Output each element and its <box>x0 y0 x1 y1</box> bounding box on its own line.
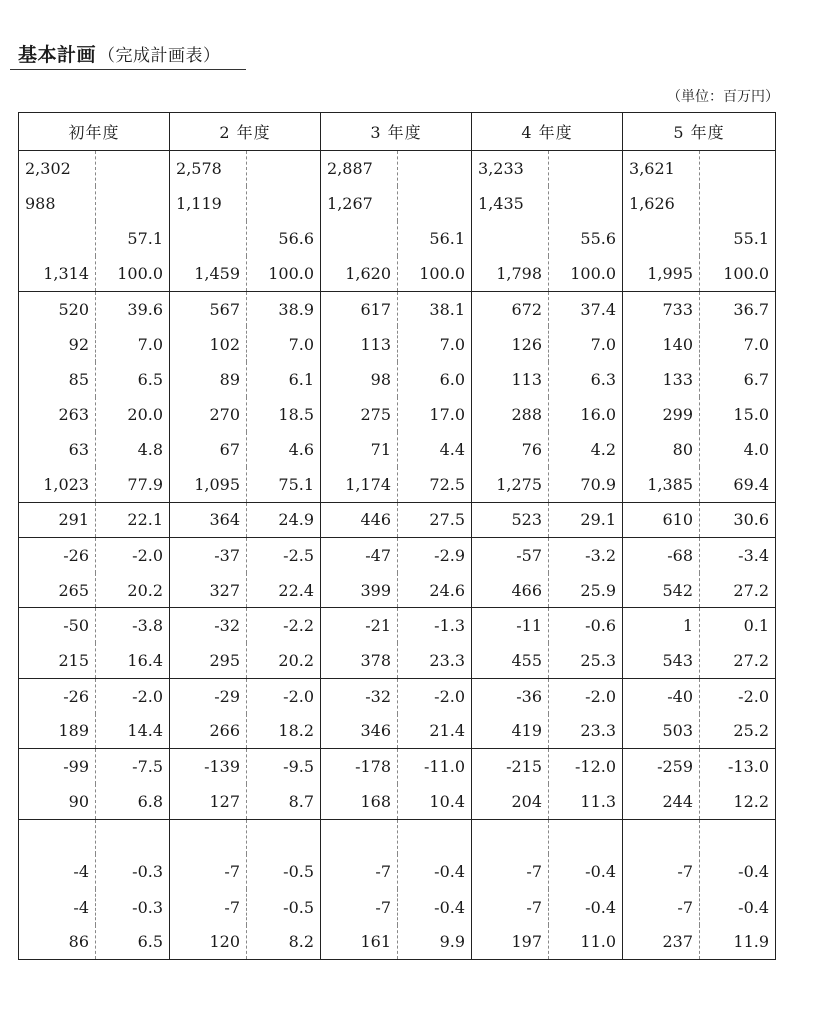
amount-cell: 215 <box>19 643 96 678</box>
ratio-cell: 11.0 <box>549 925 623 960</box>
table-row <box>19 749 776 784</box>
table-row <box>19 714 776 749</box>
ratio-cell: 57.1 <box>96 221 170 256</box>
ratio-cell: -2.0 <box>398 678 472 713</box>
amount-cell: -21 <box>321 608 398 643</box>
amount-cell: 113 <box>472 362 549 397</box>
amount-cell: 299 <box>623 397 700 432</box>
amount-cell: -99 <box>19 749 96 784</box>
ratio-cell: -1.3 <box>398 608 472 643</box>
ratio-cell: 6.5 <box>96 362 170 397</box>
amount-cell: 98 <box>321 362 398 397</box>
amount-cell: 3,233 <box>472 151 549 186</box>
amount-cell: 327 <box>170 573 247 608</box>
table-row <box>19 291 776 326</box>
ratio-cell: 17.0 <box>398 397 472 432</box>
ratio-cell: -0.5 <box>247 889 321 924</box>
plan-table <box>18 112 776 960</box>
table-row <box>19 608 776 643</box>
ratio-cell: 75.1 <box>247 467 321 502</box>
ratio-cell <box>96 151 170 186</box>
ratio-cell: 7.0 <box>700 326 776 361</box>
amount-cell: 523 <box>472 502 549 537</box>
amount-cell: 113 <box>321 326 398 361</box>
ratio-cell: -0.3 <box>96 854 170 889</box>
ratio-cell: -12.0 <box>549 749 623 784</box>
ratio-cell: -3.4 <box>700 538 776 573</box>
ratio-cell: 22.1 <box>96 502 170 537</box>
year-header: 初年度 <box>19 113 170 151</box>
ratio-cell: 27.2 <box>700 573 776 608</box>
amount-cell: 1,023 <box>19 467 96 502</box>
ratio-cell: 55.6 <box>549 221 623 256</box>
ratio-cell: 55.1 <box>700 221 776 256</box>
ratio-cell: -2.5 <box>247 538 321 573</box>
ratio-cell: 6.0 <box>398 362 472 397</box>
amount-cell: -4 <box>19 889 96 924</box>
table-row <box>19 186 776 221</box>
ratio-cell: 25.3 <box>549 643 623 678</box>
amount-cell: -7 <box>623 854 700 889</box>
ratio-cell: 72.5 <box>398 467 472 502</box>
amount-cell: 455 <box>472 643 549 678</box>
ratio-cell <box>247 186 321 221</box>
amount-cell: 127 <box>170 784 247 819</box>
ratio-cell: -0.4 <box>700 889 776 924</box>
ratio-cell: 56.6 <box>247 221 321 256</box>
ratio-cell: 38.1 <box>398 291 472 326</box>
ratio-cell: -11.0 <box>398 749 472 784</box>
ratio-cell: 4.8 <box>96 432 170 467</box>
table-row <box>19 925 776 960</box>
amount-cell: 419 <box>472 714 549 749</box>
ratio-cell: 7.0 <box>398 326 472 361</box>
table-row <box>19 889 776 924</box>
ratio-cell: 20.2 <box>96 573 170 608</box>
amount-cell: 244 <box>623 784 700 819</box>
amount-cell: 1,626 <box>623 186 700 221</box>
ratio-cell: 24.9 <box>247 502 321 537</box>
amount-cell: 266 <box>170 714 247 749</box>
ratio-cell <box>700 186 776 221</box>
amount-cell: 446 <box>321 502 398 537</box>
amount-cell: 76 <box>472 432 549 467</box>
amount-cell: 1 <box>623 608 700 643</box>
ratio-cell: 6.5 <box>96 925 170 960</box>
amount-cell: 1,314 <box>19 256 96 291</box>
ratio-cell <box>96 819 170 854</box>
ratio-cell: 18.2 <box>247 714 321 749</box>
amount-cell: 399 <box>321 573 398 608</box>
amount-cell: -32 <box>321 678 398 713</box>
amount-cell: -50 <box>19 608 96 643</box>
ratio-cell: 38.9 <box>247 291 321 326</box>
table-row <box>19 502 776 537</box>
amount-cell: 126 <box>472 326 549 361</box>
table-row <box>19 643 776 678</box>
amount-cell: -7 <box>321 889 398 924</box>
ratio-cell: 8.2 <box>247 925 321 960</box>
amount-cell: 3,621 <box>623 151 700 186</box>
ratio-cell: -0.4 <box>700 854 776 889</box>
ratio-cell <box>700 819 776 854</box>
amount-cell: 466 <box>472 573 549 608</box>
amount-cell: 295 <box>170 643 247 678</box>
ratio-cell: 29.1 <box>549 502 623 537</box>
amount-cell: 1,798 <box>472 256 549 291</box>
year-header: 5 年度 <box>623 113 776 151</box>
ratio-cell: -13.0 <box>700 749 776 784</box>
amount-cell: -32 <box>170 608 247 643</box>
amount-cell: 63 <box>19 432 96 467</box>
amount-cell: 204 <box>472 784 549 819</box>
amount-cell: 520 <box>19 291 96 326</box>
amount-cell: 291 <box>19 502 96 537</box>
title-underline <box>10 69 246 70</box>
amount-cell: 503 <box>623 714 700 749</box>
ratio-cell <box>549 186 623 221</box>
ratio-cell: 4.6 <box>247 432 321 467</box>
table-row <box>19 432 776 467</box>
year-header: 2 年度 <box>170 113 321 151</box>
amount-cell: -29 <box>170 678 247 713</box>
ratio-cell: 100.0 <box>398 256 472 291</box>
amount-cell: -7 <box>321 854 398 889</box>
table-row <box>19 326 776 361</box>
ratio-cell: 4.2 <box>549 432 623 467</box>
amount-cell: -178 <box>321 749 398 784</box>
amount-cell: 67 <box>170 432 247 467</box>
amount-cell: 1,267 <box>321 186 398 221</box>
ratio-cell: -0.5 <box>247 854 321 889</box>
amount-cell: 71 <box>321 432 398 467</box>
ratio-cell: 24.6 <box>398 573 472 608</box>
ratio-cell: 9.9 <box>398 925 472 960</box>
amount-cell: 1,620 <box>321 256 398 291</box>
amount-cell: 2,887 <box>321 151 398 186</box>
ratio-cell: -0.6 <box>549 608 623 643</box>
ratio-cell: -0.3 <box>96 889 170 924</box>
amount-cell: 168 <box>321 784 398 819</box>
table-row <box>19 819 776 854</box>
ratio-cell: -0.4 <box>549 889 623 924</box>
table-row <box>19 151 776 186</box>
amount-cell: -4 <box>19 854 96 889</box>
amount-cell: -26 <box>19 678 96 713</box>
amount-cell: 89 <box>170 362 247 397</box>
ratio-cell: 6.3 <box>549 362 623 397</box>
amount-cell: 85 <box>19 362 96 397</box>
amount-cell: -7 <box>472 854 549 889</box>
ratio-cell <box>700 151 776 186</box>
ratio-cell <box>247 819 321 854</box>
amount-cell: 988 <box>19 186 96 221</box>
ratio-cell <box>398 151 472 186</box>
amount-cell <box>623 221 700 256</box>
ratio-cell: 7.0 <box>549 326 623 361</box>
amount-cell: 1,275 <box>472 467 549 502</box>
amount-cell: -7 <box>472 889 549 924</box>
ratio-cell: -2.2 <box>247 608 321 643</box>
header-row <box>19 113 776 151</box>
ratio-cell: 0.1 <box>700 608 776 643</box>
amount-cell: 288 <box>472 397 549 432</box>
amount-cell: 1,095 <box>170 467 247 502</box>
year-header: 3 年度 <box>321 113 472 151</box>
ratio-cell: 10.4 <box>398 784 472 819</box>
amount-cell: -57 <box>472 538 549 573</box>
amount-cell <box>19 819 96 854</box>
amount-cell: 270 <box>170 397 247 432</box>
amount-cell: 275 <box>321 397 398 432</box>
table-row <box>19 784 776 819</box>
amount-cell <box>170 819 247 854</box>
ratio-cell: 69.4 <box>700 467 776 502</box>
ratio-cell: -2.0 <box>700 678 776 713</box>
ratio-cell: -2.0 <box>96 538 170 573</box>
amount-cell <box>170 221 247 256</box>
amount-cell: 161 <box>321 925 398 960</box>
ratio-cell: 100.0 <box>700 256 776 291</box>
amount-cell: 543 <box>623 643 700 678</box>
amount-cell: -36 <box>472 678 549 713</box>
table-row <box>19 854 776 889</box>
ratio-cell: 23.3 <box>398 643 472 678</box>
ratio-cell: 30.6 <box>700 502 776 537</box>
amount-cell: 86 <box>19 925 96 960</box>
title-subtitle: （完成計画表） <box>98 46 221 66</box>
amount-cell: 133 <box>623 362 700 397</box>
ratio-cell: 12.2 <box>700 784 776 819</box>
page-title <box>18 40 221 67</box>
ratio-cell: 100.0 <box>96 256 170 291</box>
ratio-cell: 23.3 <box>549 714 623 749</box>
ratio-cell: 27.2 <box>700 643 776 678</box>
amount-cell: 733 <box>623 291 700 326</box>
ratio-cell: -3.8 <box>96 608 170 643</box>
amount-cell: -47 <box>321 538 398 573</box>
amount-cell: 346 <box>321 714 398 749</box>
ratio-cell: 39.6 <box>96 291 170 326</box>
amount-cell: -37 <box>170 538 247 573</box>
amount-cell: 567 <box>170 291 247 326</box>
amount-cell: 189 <box>19 714 96 749</box>
ratio-cell <box>398 819 472 854</box>
ratio-cell: 16.0 <box>549 397 623 432</box>
table-row <box>19 538 776 573</box>
table-row <box>19 467 776 502</box>
amount-cell: 263 <box>19 397 96 432</box>
ratio-cell: 11.9 <box>700 925 776 960</box>
amount-cell: 92 <box>19 326 96 361</box>
amount-cell: 237 <box>623 925 700 960</box>
title-main: 基本計画 <box>18 44 97 66</box>
ratio-cell: 36.7 <box>700 291 776 326</box>
ratio-cell: 15.0 <box>700 397 776 432</box>
amount-cell: 1,119 <box>170 186 247 221</box>
amount-cell <box>321 819 398 854</box>
ratio-cell: 77.9 <box>96 467 170 502</box>
ratio-cell: 18.5 <box>247 397 321 432</box>
ratio-cell: 25.9 <box>549 573 623 608</box>
ratio-cell: 11.3 <box>549 784 623 819</box>
amount-cell: -11 <box>472 608 549 643</box>
amount-cell: -7 <box>170 854 247 889</box>
ratio-cell <box>96 186 170 221</box>
amount-cell: -139 <box>170 749 247 784</box>
ratio-cell <box>398 186 472 221</box>
amount-cell: -40 <box>623 678 700 713</box>
ratio-cell: -2.0 <box>247 678 321 713</box>
amount-cell: 2,578 <box>170 151 247 186</box>
ratio-cell: 6.8 <box>96 784 170 819</box>
amount-cell <box>472 819 549 854</box>
table-row <box>19 678 776 713</box>
amount-cell: 378 <box>321 643 398 678</box>
amount-cell: 90 <box>19 784 96 819</box>
amount-cell: 1,435 <box>472 186 549 221</box>
amount-cell: 610 <box>623 502 700 537</box>
amount-cell: 542 <box>623 573 700 608</box>
ratio-cell <box>549 819 623 854</box>
ratio-cell <box>549 151 623 186</box>
year-header: 4 年度 <box>472 113 623 151</box>
amount-cell: -68 <box>623 538 700 573</box>
amount-cell: 617 <box>321 291 398 326</box>
amount-cell: -7 <box>170 889 247 924</box>
ratio-cell: 70.9 <box>549 467 623 502</box>
ratio-cell: 20.0 <box>96 397 170 432</box>
table-row <box>19 362 776 397</box>
amount-cell: 102 <box>170 326 247 361</box>
ratio-cell: 21.4 <box>398 714 472 749</box>
amount-cell: 672 <box>472 291 549 326</box>
table-row <box>19 573 776 608</box>
ratio-cell: -2.0 <box>549 678 623 713</box>
amount-cell: 80 <box>623 432 700 467</box>
ratio-cell: 37.4 <box>549 291 623 326</box>
amount-cell <box>623 819 700 854</box>
ratio-cell: 100.0 <box>247 256 321 291</box>
amount-cell: 140 <box>623 326 700 361</box>
ratio-cell: 56.1 <box>398 221 472 256</box>
amount-cell <box>19 221 96 256</box>
ratio-cell: -0.4 <box>398 889 472 924</box>
amount-cell: 2,302 <box>19 151 96 186</box>
ratio-cell <box>247 151 321 186</box>
amount-cell: 265 <box>19 573 96 608</box>
amount-cell: -259 <box>623 749 700 784</box>
table-row <box>19 221 776 256</box>
ratio-cell: -3.2 <box>549 538 623 573</box>
amount-cell: 364 <box>170 502 247 537</box>
amount-cell: 120 <box>170 925 247 960</box>
amount-cell: 197 <box>472 925 549 960</box>
ratio-cell: -9.5 <box>247 749 321 784</box>
unit-label: （単位：百万円） <box>667 89 779 105</box>
ratio-cell: 25.2 <box>700 714 776 749</box>
plan-table-body <box>19 151 776 960</box>
ratio-cell: 4.0 <box>700 432 776 467</box>
ratio-cell: -0.4 <box>549 854 623 889</box>
table-row <box>19 397 776 432</box>
ratio-cell: 6.7 <box>700 362 776 397</box>
amount-cell: 1,459 <box>170 256 247 291</box>
ratio-cell: 22.4 <box>247 573 321 608</box>
ratio-cell: 8.7 <box>247 784 321 819</box>
ratio-cell: 20.2 <box>247 643 321 678</box>
ratio-cell: 4.4 <box>398 432 472 467</box>
ratio-cell: 16.4 <box>96 643 170 678</box>
ratio-cell: 7.0 <box>96 326 170 361</box>
amount-cell: -7 <box>623 889 700 924</box>
ratio-cell: -2.9 <box>398 538 472 573</box>
amount-cell: 1,385 <box>623 467 700 502</box>
ratio-cell: -0.4 <box>398 854 472 889</box>
amount-cell: -215 <box>472 749 549 784</box>
table-row <box>19 256 776 291</box>
amount-cell: 1,174 <box>321 467 398 502</box>
amount-cell: 1,995 <box>623 256 700 291</box>
ratio-cell: 100.0 <box>549 256 623 291</box>
amount-cell: -26 <box>19 538 96 573</box>
ratio-cell: 6.1 <box>247 362 321 397</box>
ratio-cell: 27.5 <box>398 502 472 537</box>
ratio-cell: -7.5 <box>96 749 170 784</box>
amount-cell <box>321 221 398 256</box>
amount-cell <box>472 221 549 256</box>
ratio-cell: 14.4 <box>96 714 170 749</box>
ratio-cell: -2.0 <box>96 678 170 713</box>
ratio-cell: 7.0 <box>247 326 321 361</box>
